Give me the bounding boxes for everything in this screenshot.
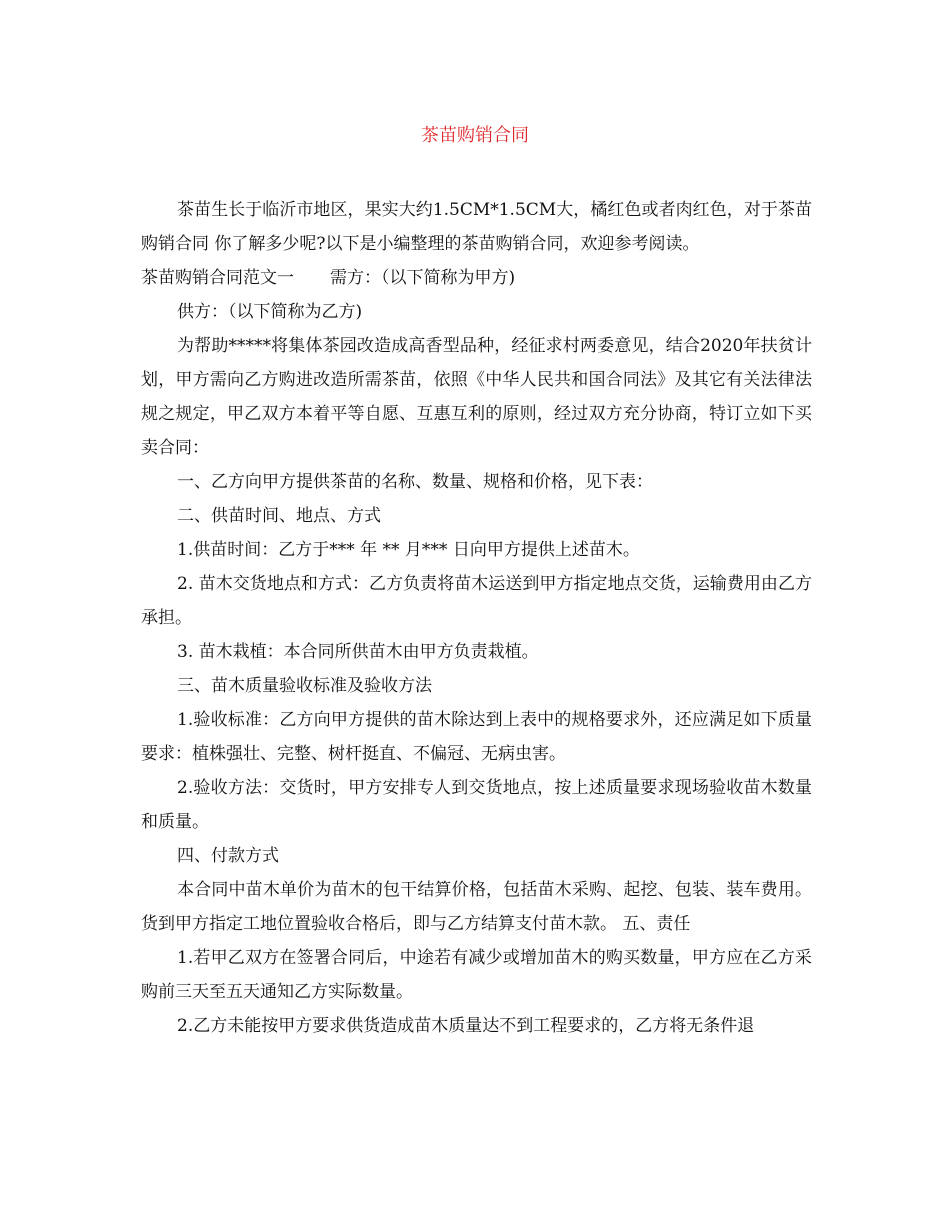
seller-line: 供方：（以下简称为乙方) <box>177 302 363 322</box>
sample-heading-line <box>141 261 812 295</box>
buyer-line: 需方：（以下简称为甲方) <box>330 268 516 288</box>
clause-3-1: 1.验收标准：乙方向甲方提供的苗木除达到上表中的规格要求外，还应满足如下质量要求：植株强壮、完整、树杆挺直、不偏冠、无病虫害。 <box>141 710 812 764</box>
sample-heading: 茶苗购销合同范文一 <box>141 268 294 288</box>
preamble-paragraph: 为帮助*****将集体茶园改造成高香型品种，经征求村两委意见，结合2020年扶贫计划，甲方需向乙方购进改造所需茶苗，依照《中华人民共和国合同法》及其它有关法律法规之规定，甲乙双方本着平等自愿、互惠互利的原则，经过双方充分协商，特订立如下买卖合同： <box>141 336 812 458</box>
section-heading-2: 二、供苗时间、地点、方式 <box>177 506 381 526</box>
clause-2-1: 1.供苗时间：乙方于*** 年 ** 月*** 日向甲方提供上述苗木。 <box>177 540 640 560</box>
section-heading-3: 三、苗木质量验收标准及验收方法 <box>177 676 432 696</box>
clause-2-3: 3. 苗木栽植：本合同所供苗木由甲方负责栽植。 <box>177 642 539 662</box>
clause-5-1: 1.若甲乙双方在签署合同后，中途若有减少或增加苗木的购买数量，甲方应在乙方采购前三天至五天通知乙方实际数量。 <box>141 948 812 1002</box>
section-heading-4: 四、付款方式 <box>177 846 279 866</box>
intro-paragraph: 茶苗生长于临沂市地区，果实大约1.5CM*1.5CM大，橘红色或者肉红色，对于茶苗购销合同 你了解多少呢?以下是小编整理的茶苗购销合同，欢迎参考阅读。 <box>141 200 812 254</box>
clause-2-2: 2. 苗木交货地点和方式：乙方负责将苗木运送到甲方指定地点交货，运输费用由乙方承担。 <box>141 574 812 628</box>
document-title: 茶苗购销合同 <box>421 125 529 146</box>
document-body <box>141 193 812 1043</box>
payment-paragraph: 本合同中苗木单价为苗木的包干结算价格，包括苗木采购、起挖、包装、装车费用。货到甲方指定工地位置验收合格后，即与乙方结算支付苗木款。 五、责任 <box>141 880 812 934</box>
clause-3-2: 2.验收方法：交货时，甲方安排专人到交货地点，按上述质量要求现场验收苗木数量和质量。 <box>141 778 812 832</box>
section-heading-1: 一、乙方向甲方提供茶苗的名称、数量、规格和价格，见下表： <box>177 472 653 492</box>
clause-5-2: 2.乙方未能按甲方要求供货造成苗木质量达不到工程要求的，乙方将无条件退 <box>177 1016 755 1036</box>
